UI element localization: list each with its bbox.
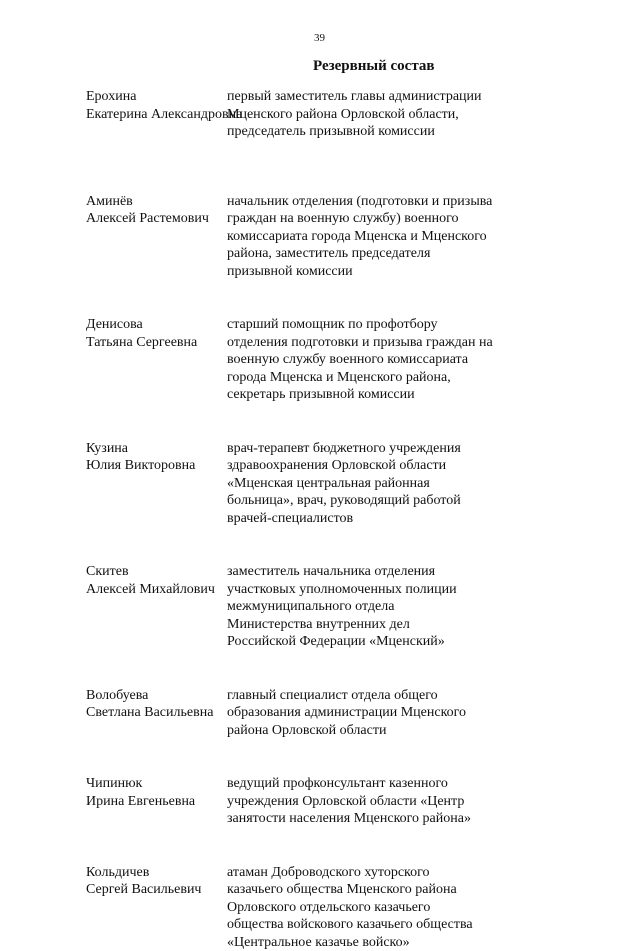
member-role-line: Российской Федерации «Мценский»: [227, 633, 527, 651]
member-role-line: межмуниципального отдела: [227, 598, 527, 616]
member-given-names: Светлана Васильевна: [86, 704, 227, 722]
member-surname: Кольдичев: [86, 864, 227, 882]
member-role-line: Мценского района Орловской области,: [227, 106, 527, 124]
member-role-line: врачей-специалистов: [227, 510, 527, 528]
member-given-names: Юлия Викторовна: [86, 457, 227, 475]
member-role: [227, 316, 527, 404]
member-role-line: заместитель начальника отделения: [227, 563, 527, 581]
member-role-line: председатель призывной комиссии: [227, 123, 527, 141]
member-surname: Аминёв: [86, 193, 227, 211]
member-entry: [0, 864, 639, 951]
member-role-line: образования администрации Мценского: [227, 704, 527, 722]
member-role-line: «Центральное казачье войско»: [227, 934, 527, 951]
member-surname: Денисова: [86, 316, 227, 334]
member-role-line: главный специалист отдела общего: [227, 687, 527, 705]
member-role-line: старший помощник по профотбору: [227, 316, 527, 334]
member-given-names: Татьяна Сергеевна: [86, 334, 227, 352]
member-name: [0, 687, 227, 740]
member-role-line: Министерства внутренних дел: [227, 616, 527, 634]
member-given-names: Ирина Евгеньевна: [86, 793, 227, 811]
member-role-line: начальник отделения (подготовки и призыва: [227, 193, 527, 211]
member-role: [227, 864, 527, 951]
member-role-line: общества войскового казачьего общества: [227, 916, 527, 934]
member-role-line: города Мценска и Мценского района,: [227, 369, 527, 387]
member-role-line: врач-терапевт бюджетного учреждения: [227, 440, 527, 458]
member-role-line: призывной комиссии: [227, 263, 527, 281]
member-role: [227, 88, 527, 141]
member-name: [0, 775, 227, 828]
member-entry: [0, 775, 639, 828]
member-surname: Кузина: [86, 440, 227, 458]
member-role-line: секретарь призывной комиссии: [227, 386, 527, 404]
member-entry: [0, 440, 639, 528]
member-name: [0, 440, 227, 528]
member-surname: Ерохина: [86, 88, 227, 106]
member-role-line: здравоохранения Орловской области: [227, 457, 527, 475]
member-name: [0, 864, 227, 951]
member-given-names: Сергей Васильевич: [86, 881, 227, 899]
member-role-line: граждан на военную службу) военного: [227, 210, 527, 228]
member-role-line: атаман Доброводского хуторского: [227, 864, 527, 882]
member-entry: [0, 563, 639, 651]
member-role-line: учреждения Орловской области «Центр: [227, 793, 527, 811]
member-role: [227, 687, 527, 740]
member-list: [0, 88, 639, 951]
page-number: 39: [0, 32, 639, 44]
member-entry: [0, 88, 639, 141]
member-role-line: района Орловской области: [227, 722, 527, 740]
member-name: [0, 563, 227, 651]
member-role-line: участковых уполномоченных полиции: [227, 581, 527, 599]
member-given-names: Алексей Михайлович: [86, 581, 227, 599]
member-name: [0, 88, 227, 141]
section-title: Резервный состав: [313, 58, 434, 75]
member-role-line: казачьего общества Мценского района: [227, 881, 527, 899]
member-role-line: больница», врач, руководящий работой: [227, 492, 527, 510]
member-role: [227, 563, 527, 651]
member-given-names: Алексей Растемович: [86, 210, 227, 228]
member-given-names: Екатерина Александровна: [86, 106, 227, 124]
member-entry: [0, 316, 639, 404]
member-name: [0, 316, 227, 404]
member-role-line: отделения подготовки и призыва граждан на: [227, 334, 527, 352]
member-role-line: военную службу военного комиссариата: [227, 351, 527, 369]
member-surname: Скитев: [86, 563, 227, 581]
member-role: [227, 193, 527, 281]
member-entry: [0, 193, 639, 281]
member-surname: Чипинюк: [86, 775, 227, 793]
member-role-line: комиссариата города Мценска и Мценского: [227, 228, 527, 246]
member-role-line: района, заместитель председателя: [227, 245, 527, 263]
member-role: [227, 775, 527, 828]
member-role-line: «Мценская центральная районная: [227, 475, 527, 493]
member-role-line: первый заместитель главы администрации: [227, 88, 527, 106]
member-name: [0, 193, 227, 281]
member-entry: [0, 687, 639, 740]
member-surname: Волобуева: [86, 687, 227, 705]
member-role-line: ведущий профконсультант казенного: [227, 775, 527, 793]
member-role-line: занятости населения Мценского района»: [227, 810, 527, 828]
member-role: [227, 440, 527, 528]
member-role-line: Орловского отдельского казачьего: [227, 899, 527, 917]
